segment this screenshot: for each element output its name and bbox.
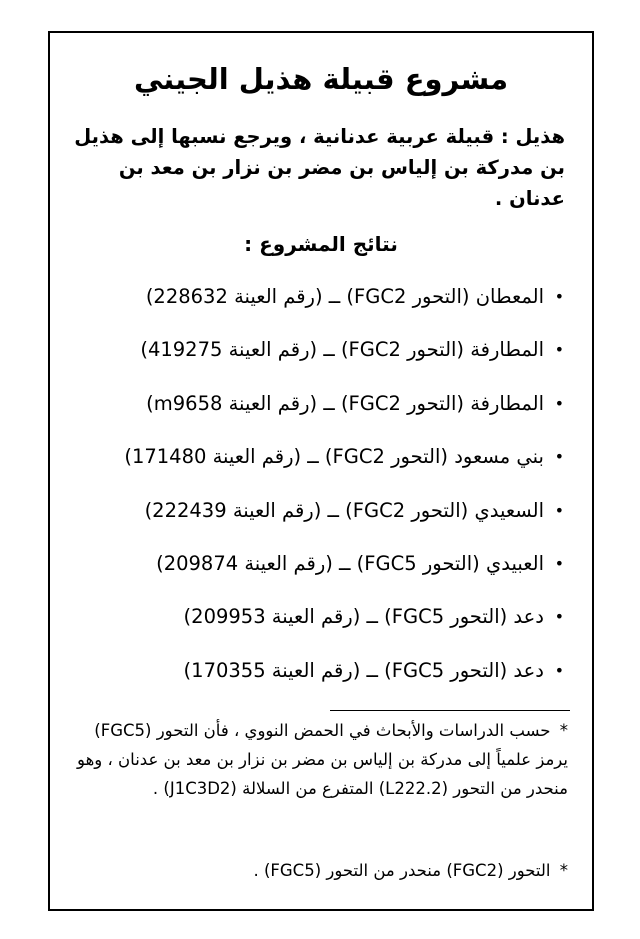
footnote: [72, 856, 568, 885]
list-item: [70, 547, 564, 600]
list-item: [70, 494, 564, 547]
footnote: [72, 716, 568, 803]
sample-text: المعطان (التحور FGC2) ــ (رقم العينة 228632): [145, 285, 544, 308]
footnote-text: حسب الدراسات والأبحاث في الحمض النووي ، فأن التحور (FGC5) يرمز علمياً إلى مدركة بن إلياس بن مضر بن نزار بن معد بن عدنان ، وهو منحدر من التحور (L222.2) المتفرع من السلالة (J1C3D2) .: [77, 721, 568, 798]
bullet-icon: •: [554, 447, 564, 467]
bullet-icon: •: [554, 287, 564, 306]
footnote-marker: *: [559, 721, 568, 740]
page-title: مشروع قبيلة هذيل الجيني: [133, 62, 509, 96]
intro-paragraph: [74, 121, 565, 214]
list-item: [70, 654, 564, 707]
bullet-icon: •: [554, 500, 564, 520]
footnote-marker: *: [559, 861, 568, 880]
list-item: [70, 333, 564, 386]
bullet-icon: •: [554, 660, 564, 680]
list-item: [70, 600, 564, 653]
footnote-divider: [330, 710, 570, 711]
intro-text: قبيلة عربية عدنانية ، ويرجع نسبها إلى هذيل بن مدركة بن إلياس بن مضر بن نزار بن معد بن عدنان .: [74, 125, 565, 210]
intro-label: هذيل :: [500, 125, 565, 148]
bullet-icon: •: [554, 393, 564, 413]
list-item: [70, 440, 564, 493]
sample-text: بني مسعود (التحور FGC2) ــ (رقم العينة 171480): [124, 445, 544, 469]
bullet-icon: •: [554, 607, 564, 627]
document-frame: [48, 31, 594, 911]
sample-text: دعد (التحور FGC5) ــ (رقم العينة 209953): [183, 605, 544, 629]
results-heading: نتائج المشروع :: [244, 232, 398, 256]
sample-text: العبيدي (التحور FGC5) ــ (رقم العينة 209874): [156, 551, 544, 575]
bullet-icon: •: [554, 553, 564, 573]
footnote-text: التحور (FGC2) منحدر من التحور (FGC5) .: [253, 861, 551, 880]
list-item: [70, 387, 564, 440]
sample-text: المطارفة (التحور FGC2) ــ (رقم العينة m9658): [146, 391, 544, 415]
samples-list: [70, 280, 564, 707]
list-item: [70, 280, 564, 333]
sample-text: دعد (التحور FGC5) ــ (رقم العينة 170355): [183, 658, 544, 682]
sample-text: السعيدي (التحور FGC2) ــ (رقم العينة 222439): [144, 498, 544, 522]
bullet-icon: •: [554, 340, 564, 360]
sample-text: المطارفة (التحور FGC2) ــ (رقم العينة 419275): [140, 338, 544, 362]
